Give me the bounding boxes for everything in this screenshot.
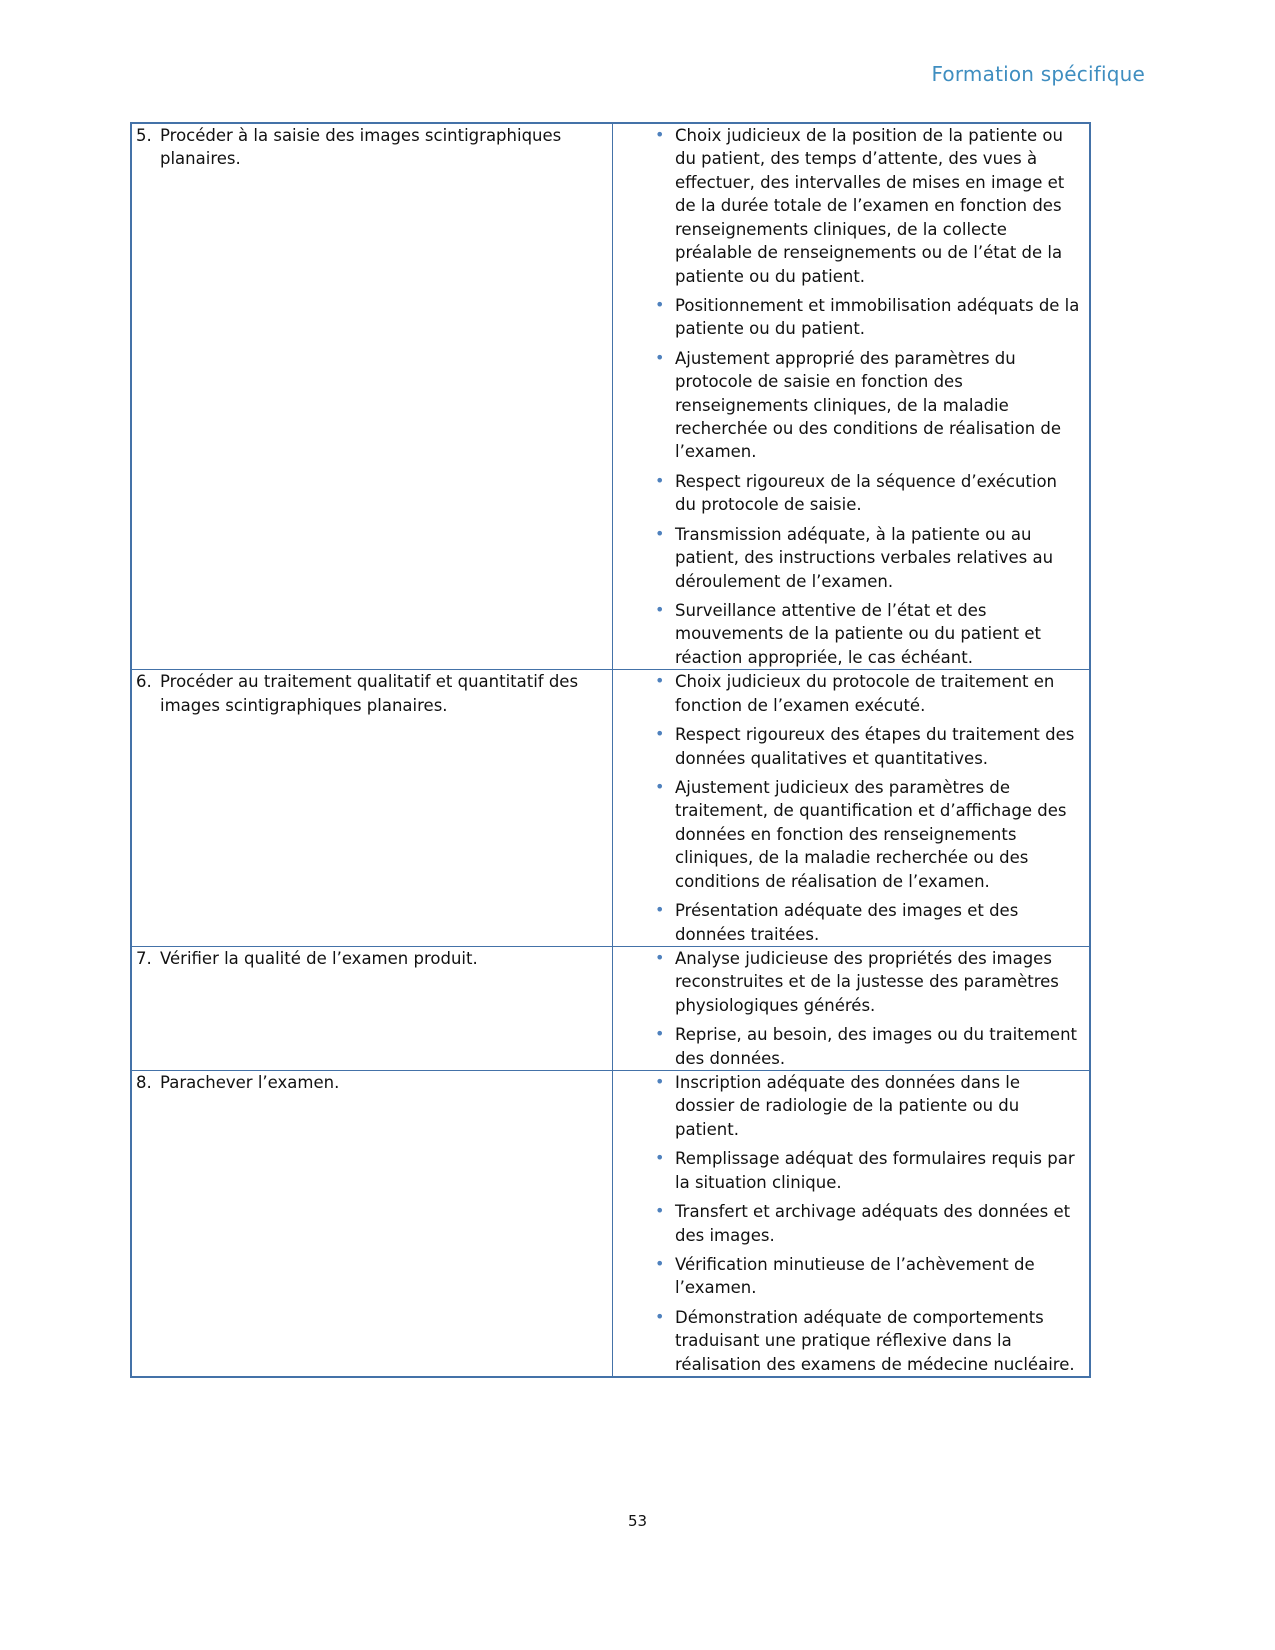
criteria-cell <box>613 1071 1091 1378</box>
bullet-icon: • <box>655 1306 665 1326</box>
task-number: 5. <box>136 126 152 145</box>
task-cell <box>131 123 613 670</box>
bullet-icon: • <box>655 523 665 543</box>
list-item <box>613 1147 1089 1194</box>
bullet-icon: • <box>655 294 665 314</box>
criterion-text: Transmission adéquate, à la patiente ou au patient, des instructions verbales relatives au déroulement de l’examen. <box>675 524 1054 591</box>
competency-table-wrapper <box>130 122 1086 1378</box>
bullet-icon: • <box>655 671 665 691</box>
list-item <box>613 347 1089 464</box>
task-number: 8. <box>136 1073 152 1093</box>
task-cell <box>131 670 613 947</box>
criterion-text: Analyse judicieuse des propriétés des images reconstruites et de la justesse des paramètres physiologiques générés. <box>675 948 1059 1015</box>
list-item <box>613 1200 1089 1247</box>
criteria-cell <box>613 123 1091 670</box>
list-item <box>613 124 1089 288</box>
list-item <box>613 1071 1089 1141</box>
table-row <box>131 1071 1090 1378</box>
list-item <box>613 899 1089 946</box>
task-number: 7. <box>136 948 152 968</box>
criterion-text: Ajustement judicieux des paramètres de traitement, de quantification et d’affichage des données en fonction des renseignements cliniques, de la maladie recherchée ou des conditions de réalisation de l’examen. <box>675 777 1067 891</box>
criterion-text: Choix judicieux de la position de la patiente ou du patient, des temps d’attente, des vues à effectuer, des intervalles de mises en image et de la durée totale de l’examen en fonction des renseignements cliniques, de la collecte préalable de renseignements ou de l’état de la patiente ou du patient. <box>675 126 1065 286</box>
criteria-list <box>613 124 1089 669</box>
task-cell <box>131 946 613 1070</box>
criterion-text: Remplissage adéquat des formulaires requis par la situation clinique. <box>675 1149 1075 1192</box>
bullet-icon: • <box>655 724 665 744</box>
bullet-icon: • <box>655 900 665 920</box>
page-header: Formation spécifique <box>931 62 1145 86</box>
list-item <box>613 947 1089 1017</box>
bullet-icon: • <box>655 947 665 967</box>
list-item <box>613 670 1089 717</box>
criterion-text: Respect rigoureux de la séquence d’exécution du protocole de saisie. <box>675 471 1058 515</box>
list-item <box>613 1023 1089 1070</box>
criterion-text: Choix judicieux du protocole de traitement en fonction de l’examen exécuté. <box>675 672 1055 715</box>
table-row <box>131 670 1090 947</box>
criterion-text: Positionnement et immobilisation adéquats de la patiente ou du patient. <box>675 295 1080 339</box>
bullet-icon: • <box>655 776 665 796</box>
list-item <box>613 1306 1089 1376</box>
list-item <box>613 470 1089 517</box>
criterion-text: Reprise, au besoin, des images ou du traitement des données. <box>675 1025 1078 1068</box>
list-item <box>613 599 1089 669</box>
criterion-text: Surveillance attentive de l’état et des mouvements de la patiente ou du patient et réaction appropriée, le cas échéant. <box>675 601 1042 667</box>
task-text: Procéder à la saisie des images scintigraphiques planaires. <box>160 126 562 169</box>
criterion-text: Ajustement approprié des paramètres du protocole de saisie en fonction des renseignements cliniques, de la maladie recherchée ou des conditions de réalisation de l’examen. <box>675 348 1062 462</box>
competency-table <box>130 122 1091 1378</box>
task-cell <box>131 1071 613 1378</box>
task-text: Parachever l’examen. <box>160 1073 340 1093</box>
criterion-text: Présentation adéquate des images et des données traitées. <box>675 901 1019 944</box>
bullet-icon: • <box>655 125 665 144</box>
bullet-icon: • <box>655 600 665 620</box>
criteria-list <box>613 947 1089 1070</box>
criterion-text: Transfert et archivage adéquats des données et des images. <box>675 1202 1071 1245</box>
criteria-cell <box>613 946 1091 1070</box>
task-text: Procéder au traitement qualitatif et quantitatif des images scintigraphiques planaires. <box>160 672 579 715</box>
criterion-text: Vérification minutieuse de l’achèvement de l’examen. <box>675 1254 1035 1298</box>
bullet-icon: • <box>655 347 665 367</box>
list-item <box>613 723 1089 770</box>
list-item <box>613 294 1089 341</box>
bullet-icon: • <box>655 1201 665 1221</box>
criteria-cell <box>613 670 1091 947</box>
criterion-text: Respect rigoureux des étapes du traitement des données qualitatives et quantitatives. <box>675 725 1075 768</box>
list-item <box>613 523 1089 593</box>
list-item <box>613 776 1089 893</box>
bullet-icon: • <box>655 1072 665 1092</box>
criterion-text: Inscription adéquate des données dans le dossier de radiologie de la patiente ou du patient. <box>675 1073 1021 1139</box>
page-number: 53 <box>627 1512 648 1530</box>
task-number: 6. <box>136 672 152 692</box>
bullet-icon: • <box>655 470 665 490</box>
task-text: Vérifier la qualité de l’examen produit. <box>160 948 478 968</box>
table-row <box>131 946 1090 1070</box>
list-item <box>613 1253 1089 1300</box>
bullet-icon: • <box>655 1148 665 1168</box>
bullet-icon: • <box>655 1253 665 1273</box>
table-row <box>131 123 1090 670</box>
criteria-list <box>613 1071 1089 1376</box>
bullet-icon: • <box>655 1024 665 1044</box>
criterion-text: Démonstration adéquate de comportements traduisant une pratique réflexive dans la réalisation des examens de médecine nucléaire. <box>675 1307 1075 1374</box>
criteria-list <box>613 670 1089 946</box>
